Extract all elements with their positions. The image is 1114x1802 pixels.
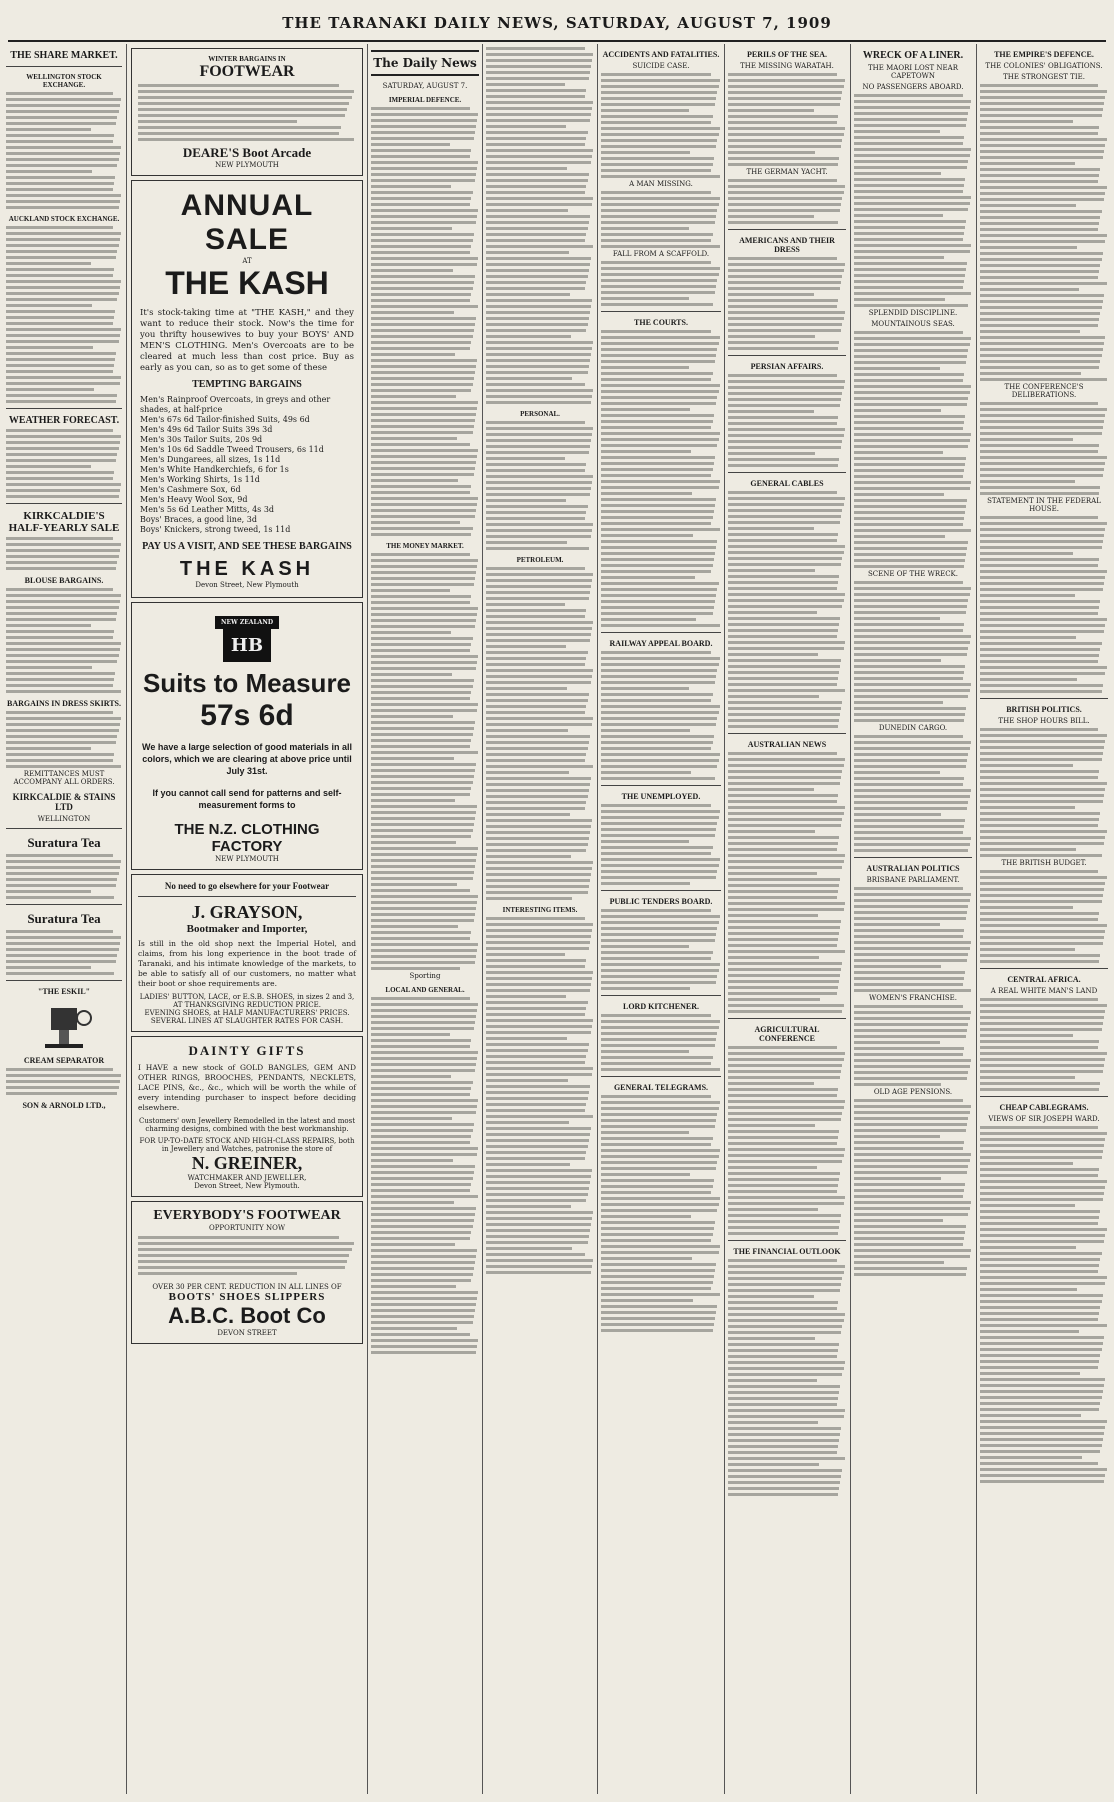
lord-kitchener-heading: LORD KITCHENER. xyxy=(622,1002,699,1011)
footwear-list xyxy=(138,84,356,141)
no-need-tagline: No need to go elsewhere for your Footwear xyxy=(164,881,330,891)
brisbane-parliament-text xyxy=(854,887,972,992)
cheap-cablegrams-heading: CHEAP CABLEGRAMS. xyxy=(999,1103,1089,1112)
grayson-trade: Bootmaker and Importer, xyxy=(186,923,308,935)
eskil-heading: "THE ESKIL" xyxy=(37,987,91,996)
empires-defence-text xyxy=(980,84,1108,381)
kirkcaldie-city: WELLINGTON xyxy=(37,815,91,823)
suicide-case-text xyxy=(601,73,721,178)
ladies-button-line: LADIES' BUTTON, LACE, or E.S.B. SHOES, in sizes 2 and 3, AT THANKSGIVING REDUCTION PRICE. xyxy=(139,993,355,1009)
greiner-address: Devon Street, New Plymouth. xyxy=(194,1182,300,1190)
personal-text xyxy=(486,421,594,550)
greiner-trade: WATCHMAKER AND JEWELLER, xyxy=(187,1174,307,1182)
deare-location: NEW PLYMOUTH xyxy=(215,161,279,169)
wreck-text xyxy=(854,94,972,307)
deare-boot-arcade: DEARE'S Boot Arcade xyxy=(182,145,312,160)
tempting-bargains-heading: TEMPTING BARGAINS xyxy=(192,379,302,390)
unemployed-text xyxy=(601,804,721,885)
kash-item: Men's Rainproof Overcoats, in greys and other shades, at half-price xyxy=(140,395,331,414)
statement-federal-heading: STATEMENT IN THE FEDERAL HOUSE. xyxy=(987,497,1101,513)
auckland-exchange-text xyxy=(6,226,122,403)
mountainous-seas-heading: MOUNTAINOUS SEAS. xyxy=(871,320,955,328)
column-news xyxy=(486,44,594,1794)
column-share-market xyxy=(6,44,122,1794)
splendid-discipline-heading: SPLENDID DISCIPLINE. xyxy=(868,309,958,317)
the-courts-text xyxy=(601,330,721,627)
kash-item: Men's 5s 6d Leather Mitts, 4s 3d xyxy=(140,505,275,514)
materials-notice: We have a large selection of good materials in all colors, which we are clearing at above price until July 31st. xyxy=(142,742,352,776)
kash-item: Men's Heavy Wool Sox, 9d xyxy=(140,495,248,504)
scene-of-wreck-text xyxy=(854,581,972,722)
footwear-heading: FOOTWEAR xyxy=(199,63,295,80)
column-advertisements xyxy=(131,44,363,1794)
daily-news-title: The Daily News xyxy=(371,50,479,76)
kash-item: Men's Working Shirts, 1s 11d xyxy=(140,475,260,484)
old-age-pensions-heading: OLD AGE PENSIONS. xyxy=(873,1088,953,1096)
kash-footer-logo: THE KASH xyxy=(179,558,315,580)
dress-skirts-heading: BARGAINS IN DRESS SKIRTS. xyxy=(7,699,121,708)
weather-forecast-text xyxy=(6,429,122,498)
fall-scaffold-heading: FALL FROM A SCAFFOLD. xyxy=(612,250,710,258)
public-tenders-heading: PUBLIC TENDERS BOARD. xyxy=(609,897,713,906)
grayson-ad xyxy=(131,874,363,1032)
lord-kitchener-text xyxy=(601,1014,721,1071)
blouse-bargains-heading: BLOUSE BARGAINS. xyxy=(24,576,104,585)
americans-text xyxy=(728,257,846,350)
conference-deliberations-heading: THE CONFERENCE'S DELIBERATIONS. xyxy=(1004,383,1084,399)
sporting-line: Sporting xyxy=(409,972,441,980)
boots-shoes-slippers: BOOTS' SHOES SLIPPERS xyxy=(168,1291,326,1303)
central-africa-heading: CENTRAL AFRICA. xyxy=(1007,975,1081,984)
imperial-defence-heading: IMPERIAL DEFENCE. xyxy=(388,96,462,104)
dainty-gifts-heading: DAINTY GIFTS xyxy=(188,1043,306,1058)
white-mans-land-heading: A REAL WHITE MAN'S LAND xyxy=(990,987,1098,995)
kash-item: Men's 49s 6d Tailor Suits 39s 3d xyxy=(140,425,273,434)
perils-heading: PERILS OF THE SEA. xyxy=(746,50,828,59)
suratura-tea-heading: Suratura Tea xyxy=(27,835,101,850)
interesting-items-text xyxy=(486,917,594,1274)
kash-address: Devon Street, New Plymouth xyxy=(195,581,299,589)
money-market-text xyxy=(371,553,479,970)
suit-price: 57s 6d xyxy=(200,699,294,732)
pay-us-visit: PAY US A VISIT, AND SEE THESE BARGAINS xyxy=(142,541,352,552)
general-telegrams-heading: GENERAL TELEGRAMS. xyxy=(613,1083,709,1092)
column-rule xyxy=(976,44,977,1794)
over-per-cent: OVER 30 PER CENT. REDUCTION IN ALL LINES OF xyxy=(152,1283,342,1291)
fall-scaffold-text xyxy=(601,261,721,306)
australian-news-heading: AUSTRALIAN NEWS xyxy=(747,740,827,749)
agricultural-conference-heading: AGRICULTURAL CONFERENCE xyxy=(754,1025,820,1043)
auckland-exchange-heading: AUCKLAND STOCK EXCHANGE. xyxy=(8,215,120,223)
womens-franchise-text xyxy=(854,1005,972,1086)
masthead: THE TARANAKI DAILY NEWS, SATURDAY, AUGUST 7, 1909 xyxy=(8,14,1106,42)
kash-item: Men's 10s 6d Saddle Tweed Trousers, 6s 11d xyxy=(140,445,324,454)
cream-separator-heading: CREAM SEPARATOR xyxy=(23,1056,105,1065)
arnold-name: SON & ARNOLD LTD., xyxy=(22,1101,106,1110)
conference-deliberations-text xyxy=(980,402,1108,495)
colonies-obligations-heading: THE COLONIES' OBLIGATIONS. xyxy=(985,62,1103,70)
maori-lost-heading: THE MAORI LOST NEAR CAPETOWN xyxy=(868,64,958,80)
column-empire xyxy=(980,44,1108,1794)
mountainous-seas-text xyxy=(854,331,972,568)
petroleum-heading: PETROLEUM. xyxy=(516,556,564,564)
kirkcaldie-title: KIRKCALDIE'S HALF-YEARLY SALE xyxy=(8,510,120,534)
dainty-text: I HAVE a new stock of GOLD BANGLES, GEM AND OTHER RINGS, BROOCHES, PENDANTS, NECKLETS, LACE PINS, &c., &c., which will be worth the while of every intending purchaser to inspect before deciding elsewhere. xyxy=(138,1063,356,1112)
missing-waratah-heading: THE MISSING WARATAH. xyxy=(740,62,834,70)
several-lines-line: SEVERAL LINES AT SLAUGHTER RATES FOR CASH. xyxy=(150,1017,344,1025)
british-budget-text xyxy=(980,870,1108,963)
wellington-exchange-heading: WELLINGTON STOCK EXCHANGE. xyxy=(26,73,102,89)
kirkcaldie-stains-name: KIRKCALDIE & STAINS LTD xyxy=(12,792,116,812)
abc-address: DEVON STREET xyxy=(217,1329,277,1337)
kash-items-list xyxy=(140,395,354,535)
interesting-items-heading: INTERESTING ITEMS. xyxy=(502,906,578,914)
customers-jewellery: Customers' own Jewellery Remodelled in the latest and most charming designs, combined with the best workmanship. xyxy=(138,1117,356,1133)
kash-item: Men's Cashmere Sox, 6d xyxy=(140,485,241,494)
money-market-heading: THE MONEY MARKET. xyxy=(386,542,464,550)
central-africa-text xyxy=(980,998,1108,1091)
kash-intro: It's stock-taking time at "THE KASH," and they want to reduce their stock. Now's the time for you thrifty housewives to buy your BOYS' AND MEN'S CLOTHING. Men's Overcoats are to be cleared at much less than cost price. Buy as early as you can, so as to get some of these xyxy=(140,308,354,373)
up-to-date-line: FOR UP-TO-DATE STOCK AND HIGH-CLASS REPAIRS, both in Jewellery and Watches, patronise the store of xyxy=(139,1137,355,1153)
kash-item: Men's 30s Tailor Suits, 20s 9d xyxy=(140,435,263,444)
share-market-heading: THE SHARE MARKET. xyxy=(10,50,118,61)
abc-intro xyxy=(138,1236,356,1275)
financial-outlook-heading: THE FINANCIAL OUTLOOK xyxy=(733,1247,841,1256)
general-cables-text xyxy=(728,491,846,728)
column-rule xyxy=(126,44,127,1794)
grayson-text: Is still in the old shop next the Imperial Hotel, and claims, from his long experience in the boot trade of Taranaki, and his intimate knowledge of the markets, to be able to satisfy all of our customers, no matter what their boot or shoe requirements are. xyxy=(138,939,356,988)
patterns-notice: If you cannot call send for patterns and self-measurement forms to xyxy=(152,788,342,810)
accidents-heading: ACCIDENTS AND FATALITIES. xyxy=(602,50,720,59)
railway-appeal-heading: RAILWAY APPEAL BOARD. xyxy=(609,639,713,648)
general-telegrams-text xyxy=(601,1095,721,1332)
persian-affairs-heading: PERSIAN AFFAIRS. xyxy=(750,362,824,371)
man-missing-heading: A MAN MISSING. xyxy=(629,180,693,188)
greiner-ad xyxy=(131,1036,363,1197)
dress-skirts-text xyxy=(6,711,122,768)
hb-logo-label: NEW ZEALAND xyxy=(215,616,279,629)
cheap-cablegrams-text xyxy=(980,1126,1108,1483)
general-cables-heading: GENERAL CABLES xyxy=(750,479,824,488)
news-text-1 xyxy=(486,47,594,404)
column-rule xyxy=(482,44,483,1794)
suicide-case-heading: SUICIDE CASE. xyxy=(632,62,690,70)
the-kash-heading: THE KASH xyxy=(165,265,329,301)
winter-bargains-label: WINTER BARGAINS IN xyxy=(208,55,286,63)
column-wreck xyxy=(854,44,972,1794)
deare-ad xyxy=(131,48,363,176)
the-courts-heading: THE COURTS. xyxy=(634,318,688,327)
column-rule xyxy=(850,44,851,1794)
persian-affairs-text xyxy=(728,374,846,467)
cream-separator-text xyxy=(6,1068,122,1095)
suratura-tea-text-2 xyxy=(6,930,122,975)
australian-politics-heading: AUSTRALIAN POLITICS xyxy=(866,864,960,873)
suratura-tea-text xyxy=(6,854,122,899)
hb-logo-letters: HB xyxy=(223,629,271,662)
wellington-exchange-text xyxy=(6,92,122,209)
everybodys-footwear: EVERYBODY'S FOOTWEAR xyxy=(153,1208,341,1223)
empires-defence-heading: THE EMPIRE'S DEFENCE. xyxy=(994,50,1094,59)
british-politics-heading: BRITISH POLITICS. xyxy=(1006,705,1082,714)
strongest-tie-heading: THE STRONGEST TIE. xyxy=(1003,73,1085,81)
unemployed-heading: THE UNEMPLOYED. xyxy=(621,792,701,801)
old-age-pensions-text xyxy=(854,1099,972,1276)
british-budget-heading: THE BRITISH BUDGET. xyxy=(1001,859,1087,867)
petroleum-text xyxy=(486,567,594,900)
scene-of-wreck-heading: SCENE OF THE WRECK. xyxy=(867,570,959,578)
brisbane-parliament-heading: BRISBANE PARLIAMENT. xyxy=(866,876,960,884)
local-general-text xyxy=(371,997,479,1354)
abc-boot-ad xyxy=(131,1201,363,1344)
remittances-notice: REMITTANCES MUST ACCOMPANY ALL ORDERS. xyxy=(13,770,115,786)
clothing-factory-name: THE N.Z. CLOTHING FACTORY xyxy=(174,821,320,855)
americans-heading: AMERICANS AND THEIR DRESS xyxy=(739,236,835,254)
dunedin-cargo-text xyxy=(854,735,972,852)
blouse-bargains-text xyxy=(6,588,122,693)
kash-item: Men's White Handkerchiefs, 6 for 1s xyxy=(140,465,289,474)
dunedin-cargo-heading: DUNEDIN CARGO. xyxy=(878,724,948,732)
missing-waratah-text xyxy=(728,73,846,166)
annual-sale-heading: ANNUAL SALE xyxy=(180,189,314,256)
kash-item: Men's 67s 6d Tailor-finished Suits, 49s 6d xyxy=(140,415,310,424)
editorial-date: SATURDAY, AUGUST 7. xyxy=(382,82,468,90)
shop-hours-bill-heading: THE SHOP HOURS BILL. xyxy=(998,717,1090,725)
clothing-factory-ad xyxy=(131,602,363,870)
kash-item: Boys' Braces, a good line, 3d xyxy=(140,515,257,524)
man-missing-text xyxy=(601,191,721,248)
personal-heading: PERSONAL. xyxy=(520,410,560,418)
clothing-factory-location: NEW PLYMOUTH xyxy=(215,855,279,863)
railway-appeal-text xyxy=(601,651,721,780)
agricultural-conference-text xyxy=(728,1046,846,1235)
greiner-name: N. GREINER, xyxy=(191,1153,303,1173)
evening-shoes-line: EVENING SHOES, at HALF MANUFACTURERS' PRICES. xyxy=(144,1009,350,1017)
separator-illustration xyxy=(6,1000,122,1050)
local-general-heading: LOCAL AND GENERAL. xyxy=(385,986,465,994)
no-passengers-heading: NO PASSENGERS ABOARD. xyxy=(862,83,964,91)
public-tenders-text xyxy=(601,909,721,990)
kash-item: Men's Dungarees, all sizes, 1s 11d xyxy=(140,455,281,464)
wreck-heading: WRECK OF A LINER. xyxy=(862,50,964,61)
german-yacht-heading: THE GERMAN YACHT. xyxy=(746,168,828,176)
statement-federal-text xyxy=(980,516,1108,693)
imperial-defence-text xyxy=(371,107,479,536)
abc-boot-co: A.B.C. Boot Co xyxy=(168,1303,326,1328)
column-rule xyxy=(724,44,725,1794)
hb-logo xyxy=(138,609,356,662)
column-accidents xyxy=(601,44,721,1794)
womens-franchise-heading: WOMEN'S FRANCHISE. xyxy=(869,994,957,1002)
column-cables xyxy=(728,44,846,1794)
weather-forecast-heading: WEATHER FORECAST. xyxy=(8,415,120,426)
column-editorial xyxy=(371,44,479,1794)
kash-ad xyxy=(131,180,363,598)
suits-to-measure-heading: Suits to Measure xyxy=(142,668,352,698)
kirkcaldie-intro xyxy=(6,537,122,570)
opportunity-now: OPPORTUNITY NOW xyxy=(208,1224,286,1232)
kash-item: Boys' Knickers, strong tweed, 1s 11d xyxy=(140,525,291,534)
australian-news-text xyxy=(728,752,846,1013)
grayson-name: J. GRAYSON, xyxy=(191,902,303,922)
column-rule xyxy=(367,44,368,1794)
german-yacht-text xyxy=(728,179,846,224)
sir-joseph-ward-heading: VIEWS OF SIR JOSEPH WARD. xyxy=(988,1115,1100,1123)
shop-hours-bill-text xyxy=(980,728,1108,857)
at-label: AT xyxy=(242,257,252,265)
suratura-tea-heading-2: Suratura Tea xyxy=(27,911,101,926)
column-rule xyxy=(597,44,598,1794)
financial-outlook-text xyxy=(728,1259,846,1496)
